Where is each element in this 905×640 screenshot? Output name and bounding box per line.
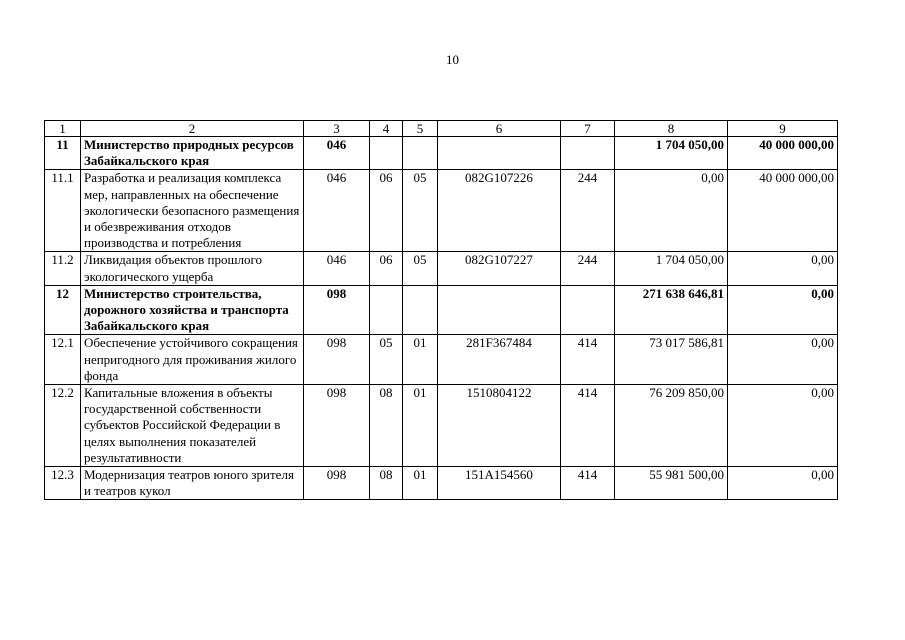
row-name: Обеспечение устойчивого сокращения непригодного для проживания жилого фонда bbox=[81, 335, 304, 385]
col-header-9: 9 bbox=[728, 121, 838, 137]
row-col9: 0,00 bbox=[728, 252, 838, 285]
header-row bbox=[45, 121, 838, 137]
row-name: Разработка и реализация комплекса мер, направленных на обеспечение экологически безопасного размещения и обезвреживания отходов производства и потребления bbox=[81, 170, 304, 252]
row-col6: 082G107226 bbox=[438, 170, 561, 252]
row-col8: 55 981 500,00 bbox=[615, 467, 728, 500]
row-col5: 01 bbox=[403, 467, 438, 500]
row-col4 bbox=[370, 285, 403, 335]
row-col6: 082G107227 bbox=[438, 252, 561, 285]
row-number: 12.1 bbox=[45, 335, 81, 385]
row-col6: 1510804122 bbox=[438, 385, 561, 467]
row-col3: 098 bbox=[304, 335, 370, 385]
row-col3: 046 bbox=[304, 137, 370, 170]
row-number: 12 bbox=[45, 285, 81, 335]
col-header-3: 3 bbox=[304, 121, 370, 137]
row-col4: 06 bbox=[370, 252, 403, 285]
row-col9: 40 000 000,00 bbox=[728, 137, 838, 170]
row-number: 11.1 bbox=[45, 170, 81, 252]
row-name: Министерство строительства, дорожного хозяйства и транспорта Забайкальского края bbox=[81, 285, 304, 335]
table-row bbox=[45, 252, 838, 285]
row-col4: 06 bbox=[370, 170, 403, 252]
row-col6: 281F367484 bbox=[438, 335, 561, 385]
row-col8: 73 017 586,81 bbox=[615, 335, 728, 385]
row-col8: 1 704 050,00 bbox=[615, 252, 728, 285]
row-col9: 0,00 bbox=[728, 385, 838, 467]
table-row bbox=[45, 170, 838, 252]
table-row bbox=[45, 137, 838, 170]
row-col5 bbox=[403, 137, 438, 170]
row-number: 12.3 bbox=[45, 467, 81, 500]
row-col8: 76 209 850,00 bbox=[615, 385, 728, 467]
col-header-1: 1 bbox=[45, 121, 81, 137]
col-header-6: 6 bbox=[438, 121, 561, 137]
row-col7: 414 bbox=[561, 335, 615, 385]
row-col6 bbox=[438, 285, 561, 335]
row-col4: 08 bbox=[370, 385, 403, 467]
col-header-8: 8 bbox=[615, 121, 728, 137]
page-number: 10 bbox=[446, 52, 459, 67]
row-col5: 01 bbox=[403, 335, 438, 385]
row-col5 bbox=[403, 285, 438, 335]
row-col9: 0,00 bbox=[728, 285, 838, 335]
row-col7 bbox=[561, 285, 615, 335]
row-col4: 08 bbox=[370, 467, 403, 500]
row-name: Министерство природных ресурсов Забайкальского края bbox=[81, 137, 304, 170]
row-number: 12.2 bbox=[45, 385, 81, 467]
row-col7: 244 bbox=[561, 170, 615, 252]
row-name: Капитальные вложения в объекты государственной собственности субъектов Российской Федерации в целях выполнения показателей результативности bbox=[81, 385, 304, 467]
table-row bbox=[45, 385, 838, 467]
row-col3: 046 bbox=[304, 170, 370, 252]
row-name: Модернизация театров юного зрителя и театров кукол bbox=[81, 467, 304, 500]
table-row bbox=[45, 285, 838, 335]
row-name: Ликвидация объектов прошлого экологического ущерба bbox=[81, 252, 304, 285]
row-col5: 01 bbox=[403, 385, 438, 467]
col-header-4: 4 bbox=[370, 121, 403, 137]
row-col7: 414 bbox=[561, 467, 615, 500]
row-col8: 0,00 bbox=[615, 170, 728, 252]
row-col7: 244 bbox=[561, 252, 615, 285]
table-row bbox=[45, 467, 838, 500]
row-col3: 098 bbox=[304, 385, 370, 467]
row-number: 11 bbox=[45, 137, 81, 170]
row-col7: 414 bbox=[561, 385, 615, 467]
row-number: 11.2 bbox=[45, 252, 81, 285]
row-col4: 05 bbox=[370, 335, 403, 385]
col-header-2: 2 bbox=[81, 121, 304, 137]
row-col9: 40 000 000,00 bbox=[728, 170, 838, 252]
row-col3: 098 bbox=[304, 467, 370, 500]
col-header-7: 7 bbox=[561, 121, 615, 137]
row-col3: 098 bbox=[304, 285, 370, 335]
col-header-5: 5 bbox=[403, 121, 438, 137]
row-col7 bbox=[561, 137, 615, 170]
row-col9: 0,00 bbox=[728, 335, 838, 385]
row-col8: 1 704 050,00 bbox=[615, 137, 728, 170]
table-row bbox=[45, 335, 838, 385]
row-col5: 05 bbox=[403, 252, 438, 285]
row-col4 bbox=[370, 137, 403, 170]
row-col8: 271 638 646,81 bbox=[615, 285, 728, 335]
row-col3: 046 bbox=[304, 252, 370, 285]
row-col9: 0,00 bbox=[728, 467, 838, 500]
row-col5: 05 bbox=[403, 170, 438, 252]
budget-table bbox=[44, 120, 838, 500]
row-col6 bbox=[438, 137, 561, 170]
row-col6: 151A154560 bbox=[438, 467, 561, 500]
